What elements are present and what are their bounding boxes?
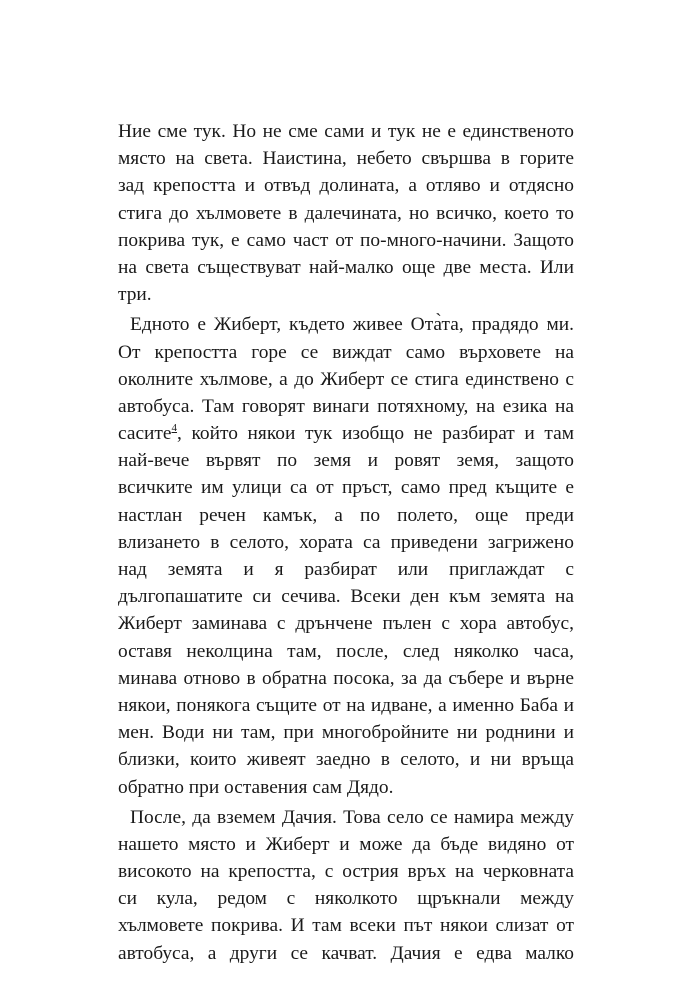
- text-line: минава отново в обратна посока, за да събере и върне: [118, 667, 574, 689]
- text-line: хълмовете покрива. И там всеки път някои слизат от: [118, 915, 574, 937]
- text-line: Ние сме тук. Но не сме сами и тук не е единственото: [118, 121, 574, 142]
- text-line: покрива тук, е само част от по-много-начини. Защото: [118, 229, 574, 251]
- text-line: някои, понякога същите от на идване, а именно Баба и: [118, 694, 574, 716]
- text-line: Жиберт заминава с дрънчене пълен с хора автобус,: [118, 613, 574, 635]
- text-line: После, да вземем Дачия. Това село се намира между: [130, 806, 574, 828]
- body-text: [118, 118, 574, 967]
- text-line: най-вече вървят по земя и ровят земя, защото: [118, 450, 574, 472]
- text-line: влизането в селото, хората са приведени загрижено: [118, 531, 574, 553]
- text-line: дългопашатите си сечива. Всеки ден към земята на: [118, 586, 574, 608]
- text-line: всичките им улици са от пръст, само пред къщите е: [118, 477, 574, 499]
- text-line: три.: [118, 284, 152, 306]
- text-line: оставя неколцина там, после, след няколко часа,: [118, 640, 574, 662]
- text-fragment: сасите: [118, 423, 172, 445]
- text-line: зад крепостта и отвъд долината, а отляво и отдясно: [118, 175, 574, 197]
- paragraph-3: [118, 804, 574, 967]
- text-line: стига до хълмовете в далечината, но всичко, което то: [118, 202, 574, 224]
- text-line: настлан речен камък, а по полето, още преди: [118, 504, 574, 526]
- text-fragment: , който някои тук изобщо не разбират и там: [177, 423, 574, 445]
- footnote-link[interactable]: 4: [171, 422, 178, 435]
- text-line: място на света. Наистина, небето свършва в горите: [118, 148, 574, 170]
- text-line: автобуса. Там говорят винаги потяхному, на езика на: [118, 395, 574, 417]
- text-line-with-footnote: [118, 420, 574, 447]
- text-line: над земята и я разбират или приглаждат с: [118, 559, 574, 580]
- text-line: близки, които живеят заедно в селото, и ни връща: [118, 749, 574, 771]
- text-line: на света съществуват най-малко още две места. Или: [118, 256, 574, 278]
- text-line: Едното е Жиберт, където живее Ота̀та, прадядо ми.: [130, 314, 574, 336]
- paragraph-2: [118, 311, 574, 800]
- text-line: обратно при оставения сам Дядо.: [118, 776, 394, 798]
- text-line: автобуса, а други се качват. Дачия е едва малко: [118, 942, 574, 964]
- paragraph-1: [118, 118, 574, 308]
- text-line: си кула, редом с няколкото щръкнали между: [118, 888, 574, 910]
- text-line: околните хълмове, а до Жиберт се стига единствено с: [118, 368, 574, 390]
- text-line: нашето място и Жиберт и може да бъде видяно от: [118, 833, 574, 855]
- text-line: мен. Води ни там, при многобройните ни роднини и: [118, 722, 574, 744]
- text-line: високото на крепостта, с острия връх на черковната: [118, 861, 574, 883]
- text-line: От крепостта горе се виждат само върховете на: [118, 341, 574, 363]
